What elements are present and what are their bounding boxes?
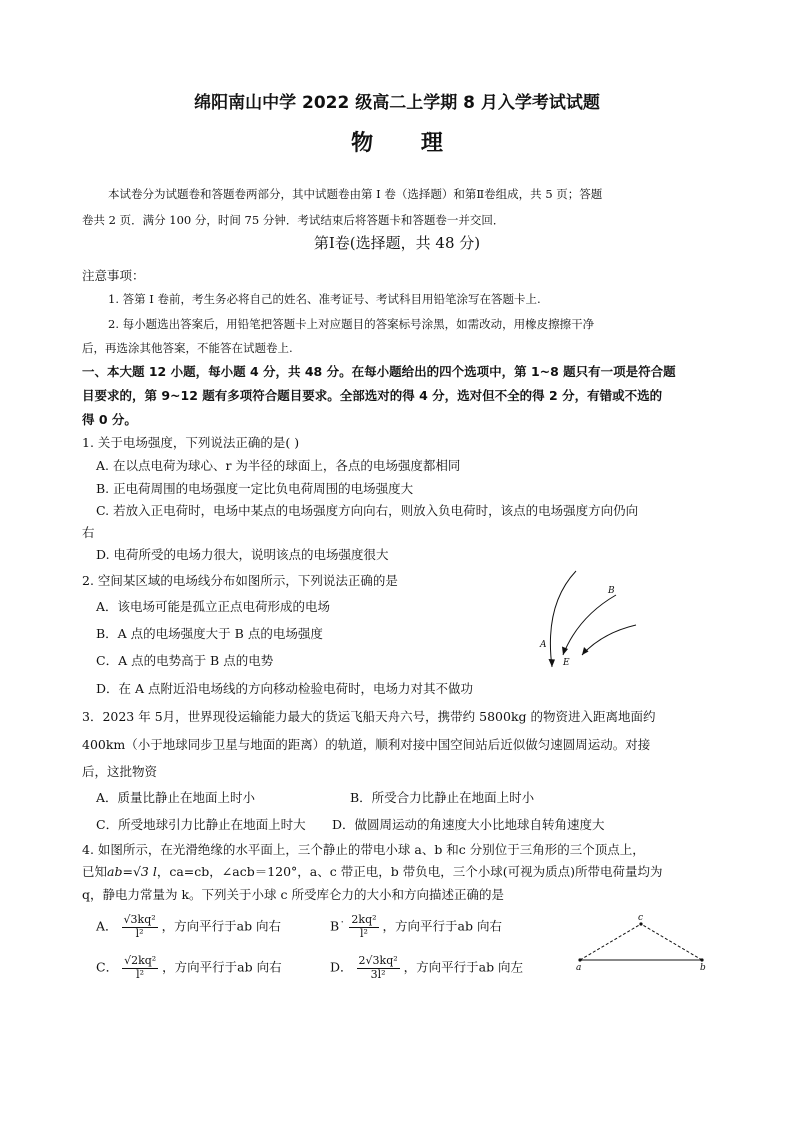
q4-option-c	[96, 955, 282, 981]
q1-stem: 1. 关于电场强度，下列说法正确的是( )	[82, 435, 300, 450]
q2-option-a: A．该电场可能是孤立正点电荷形成的电场	[96, 599, 331, 614]
q4-option-b-denominator: l²	[360, 926, 368, 940]
section-1-heading: 第Ⅰ卷(选择题，共 48 分)	[313, 234, 481, 252]
q2-stem: 2. 空间某区域的电场线分布如图所示，下列说法正确的是	[82, 573, 398, 588]
note-item-1: 1. 答第 Ⅰ 卷前，考生务必将自己的姓名、准考证号、考试科目用铅笔涂写在答题卡上.	[108, 292, 541, 306]
q4-option-c-text: ，方向平行于ab 向右	[162, 959, 282, 975]
q1-option-d: D. 电荷所受的电场力很大，说明该点的电场强度很大	[96, 547, 389, 562]
vertex-label-c: c	[638, 913, 644, 923]
q4-line-2	[82, 862, 662, 880]
triangle-diagram	[570, 910, 720, 980]
q4-line-2-post: ，ca=cb，∠acb＝120°，a、c 带正电，b 带负电，三个小球(可视为质点)所带电荷量均为	[156, 864, 663, 879]
q2-option-c: C．A 点的电势高于 B 点的电势	[96, 653, 274, 668]
q4-option-d-label: D．	[330, 959, 353, 975]
q1-option-b: B. 正电荷周围的电场强度一定比负电荷周围的电场强度大	[96, 481, 414, 496]
q4-option-c-denominator: l²	[136, 967, 145, 981]
q4-option-d-text: ，方向平行于ab 向左	[403, 959, 524, 975]
ball-b	[700, 958, 703, 961]
q3-line-3: 后，这批物资	[82, 764, 158, 779]
q3-option-d: D．做圆周运动的角速度大小比地球自转角速度大	[332, 817, 605, 832]
q4-line-3: q，静电力常量为 k。下列关于小球 c 所受库仑力的大小和方向描述正确的是	[82, 887, 504, 902]
q4-line-2-pre: 已知	[82, 864, 108, 879]
q3-option-a: A．质量比静止在地面上时小	[96, 790, 256, 805]
q2-option-d: D．在 A 点附近沿电场线的方向移动检验电荷时，电场力对其不做功	[96, 681, 473, 696]
point-label-e: E	[563, 658, 570, 668]
q4-option-a-numerator: √3kq²	[123, 913, 156, 926]
q4-option-a	[96, 914, 281, 940]
vertex-label-b: b	[700, 963, 706, 973]
subject-title: 物 理	[351, 131, 463, 156]
ball-a	[578, 958, 581, 961]
q4-option-b-label: B˙	[330, 918, 346, 934]
q4-option-b-fraction	[349, 914, 378, 940]
part1-instruction-line-2: 目要求的，第 9~12 题有多项符合题目要求。全部选对的得 4 分，选对但不全的得 2 分，有错或不选的	[82, 388, 663, 403]
field-line-right	[582, 625, 636, 655]
q4-option-a-text: ，方向平行于ab 向右	[161, 918, 282, 934]
q3-option-c: C．所受地球引力比静止在地面上时大	[96, 817, 306, 832]
q4-option-a-denominator: l²	[135, 926, 144, 940]
q4-option-b	[330, 914, 502, 940]
field-line-middle	[563, 595, 616, 655]
q4-option-d	[330, 955, 523, 981]
notes-heading: 注意事项：	[82, 268, 145, 283]
side-ac	[580, 924, 641, 960]
intro-line-1: 本试卷分为试题卷和答题卷两部分，其中试题卷由第 Ⅰ 卷（选择题）和第Ⅱ卷组成，共 5 页；答题	[108, 187, 603, 201]
q1-option-a: A. 在以点电荷为球心、r 为半径的球面上，各点的电场强度都相同	[96, 458, 461, 473]
vertex-label-a: a	[576, 963, 582, 973]
q4-ab-formula: ab=√3 l	[107, 864, 157, 879]
electric-field-diagram	[530, 565, 650, 675]
q4-option-b-text: ，方向平行于ab 向右	[382, 918, 502, 934]
field-line-left-arrow	[549, 659, 556, 667]
point-label-b: B	[608, 586, 615, 596]
q3-option-b: B．所受合力比静止在地面上时小	[350, 790, 535, 805]
field-line-right-arrow	[582, 647, 589, 655]
q2-option-b: B．A 点的电场强度大于 B 点的电场强度	[96, 626, 323, 641]
q4-option-c-label: C．	[96, 959, 119, 975]
q4-line-1: 4. 如图所示，在光滑绝缘的水平面上，三个静止的带电小球 a、b 和c 分别位于三角形的三个顶点上，	[82, 842, 645, 857]
q4-option-d-denominator: 3l²	[370, 967, 386, 981]
exam-title: 绵阳南山中学 2022 级高二上学期 8 月入学考试试题	[194, 93, 600, 113]
q4-option-c-numerator: √2kq²	[124, 954, 157, 967]
intro-line-2: 卷共 2 页．满分 100 分，时间 75 分钟．考试结束后将答题卡和答题卷一并交回．	[82, 213, 505, 227]
q3-line-2: 400km（小于地球同步卫星与地面的距离）的轨道，顺利对接中国空间站后近似做匀速圆周运动。对接	[82, 737, 651, 752]
q1-option-c-line-2: 右	[82, 525, 95, 540]
q4-option-c-fraction	[122, 955, 158, 981]
field-line-middle-arrow	[562, 647, 568, 656]
q4-option-d-numerator: 2√3kq²	[358, 954, 398, 967]
part1-instruction-line-1: 一、本大题 12 小题，每小题 4 分，共 48 分。在每小题给出的四个选项中，第 1~8 题只有一项是符合题	[82, 364, 676, 379]
q3-line-1: 3．2023 年 5月，世界现役运输能力最大的货运飞船天舟六号，携带约 5800kg 的物资进入距离地面约	[82, 709, 656, 724]
point-label-a: A	[540, 640, 547, 650]
q4-option-a-fraction	[122, 914, 158, 940]
side-bc	[641, 924, 702, 960]
q1-option-c-line-1: C. 若放入正电荷时，电场中某点的电场强度方向向右，则放入负电荷时，该点的电场强度方向仍向	[96, 503, 639, 518]
q4-option-b-numerator: 2kq²	[351, 913, 377, 926]
note-item-2-line-1: 2. 每小题选出答案后，用铅笔把答题卡上对应题目的答案标号涂黑，如需改动，用橡皮擦擦干净	[108, 317, 595, 331]
part1-instruction-line-3: 得 0 分。	[82, 412, 137, 427]
q4-option-d-fraction	[357, 955, 400, 981]
note-item-2-line-2: 后，再选涂其他答案，不能答在试题卷上.	[82, 341, 293, 355]
q4-option-a-label: A．	[96, 918, 118, 934]
